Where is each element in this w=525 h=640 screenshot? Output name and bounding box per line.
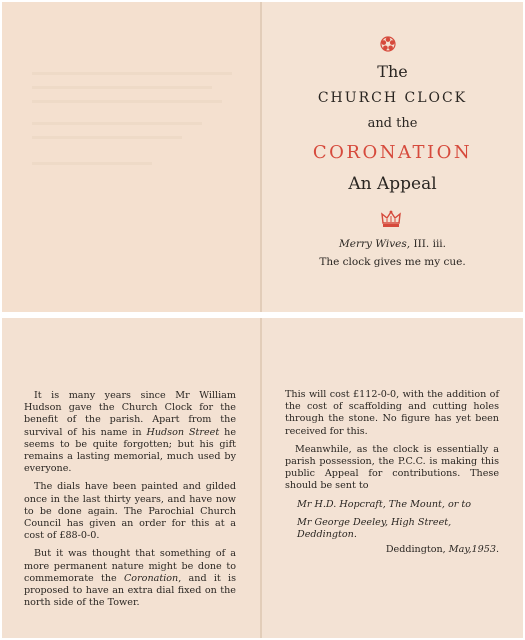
show-through-line xyxy=(32,162,152,165)
date-year: 1953. xyxy=(471,544,499,555)
show-through-line xyxy=(32,136,182,139)
italic-text: Coronation xyxy=(123,572,179,584)
blank-back-panel xyxy=(2,2,260,312)
address-line: Mr George Deeley, High Street, Deddington. xyxy=(297,516,452,541)
show-through-line xyxy=(32,86,212,89)
text-run: , and it is proposed to have an extra dial fixed on the north side of the Tower. xyxy=(24,572,237,609)
text-run: he seems to be quite forgotten; but his gift remains a lasting memorial, much used by everyone. xyxy=(24,426,237,475)
quote-text: The clock gives me my cue. xyxy=(319,256,466,268)
paragraph xyxy=(24,548,236,609)
show-through-line xyxy=(32,122,202,125)
text-run: It is many years since Mr William Hudson gave the Church Clock for the benefit of the parish. Apart from the survival of his name in xyxy=(24,390,236,438)
quote-play-title: Merry Wives, xyxy=(339,238,411,250)
show-through-line xyxy=(32,100,222,103)
date-place: Deddington, xyxy=(385,544,449,555)
horizontal-gap xyxy=(2,312,523,318)
show-through-line xyxy=(32,72,232,75)
crown-icon xyxy=(380,209,402,229)
address-line: Mr H.D. Hopcraft, The Mount, or to xyxy=(297,498,472,510)
left-column-text xyxy=(24,390,236,615)
italic-text: Hudson Street xyxy=(146,426,220,438)
quote-source xyxy=(262,238,523,250)
right-column-text xyxy=(285,389,499,547)
title-line-church-clock: CHURCH CLOCK xyxy=(317,90,468,106)
text-run: But it was thought that something of a more permanent nature might be done to commemorate the xyxy=(24,548,236,584)
title-line-an-appeal: An Appeal xyxy=(348,174,437,194)
paragraph: The dials have been painted and gilded once in the last thirty years, and have now to be done again. The Parochial Church Council has given an order for this at a cost of £88-0-0. xyxy=(24,481,236,542)
paragraph: This will cost £112-0-0, with the addition of the cost of scaffolding and cutting holes through the stone. No figure has yet been received for this. xyxy=(285,389,499,437)
quote-act-scene: III. iii. xyxy=(410,238,446,250)
paragraph: Meanwhile, as the clock is essentially a parish possession, the P.C.C. is making this public Appeal for contributions. These should be sent to xyxy=(285,443,499,492)
date-line xyxy=(285,544,499,555)
paragraph xyxy=(24,390,236,475)
tudor-rose-icon xyxy=(380,36,396,52)
title-line-the: The xyxy=(377,62,408,81)
date-month: May, xyxy=(448,544,472,555)
title-line-and-the: and the xyxy=(367,116,418,131)
title-line-coronation: CORONATION xyxy=(312,142,473,163)
cover xyxy=(262,2,523,312)
